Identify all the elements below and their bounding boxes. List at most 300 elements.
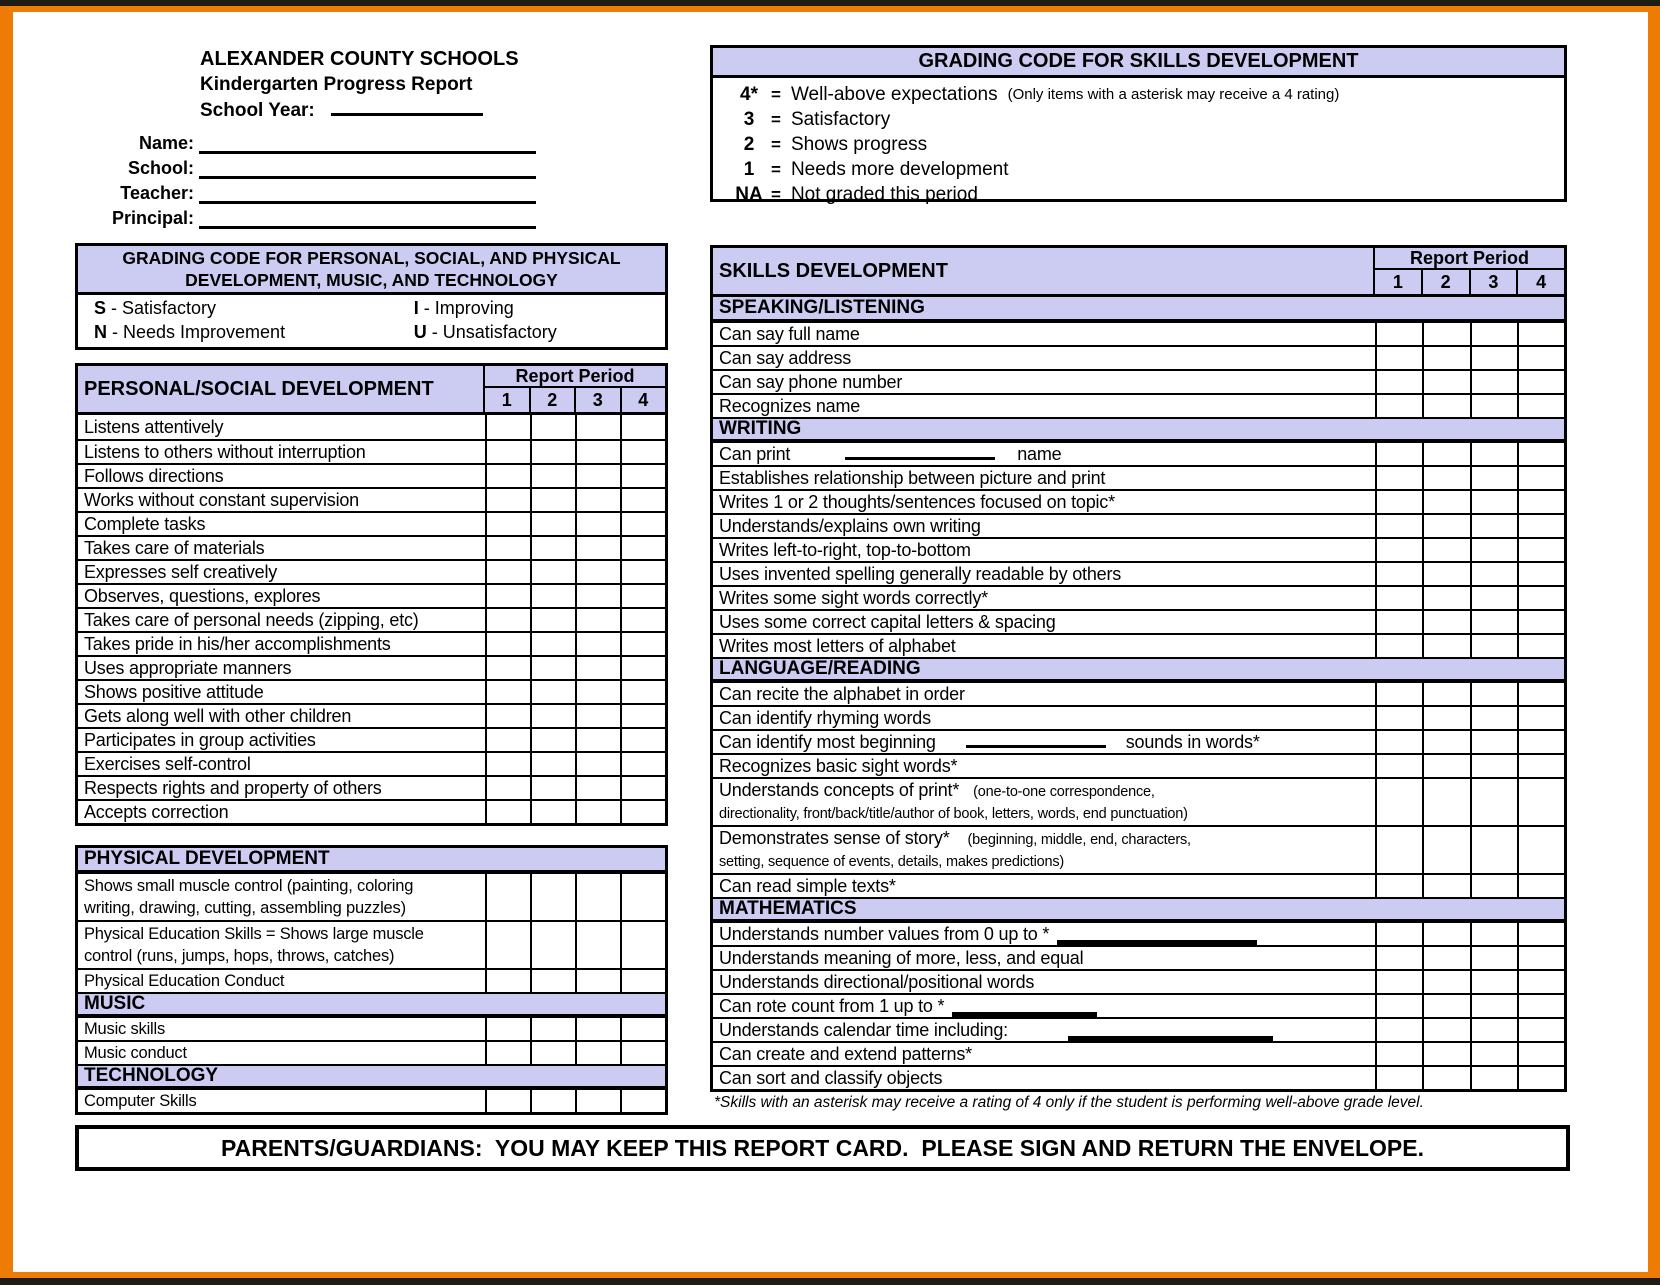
grade-cell-period-3[interactable]: [575, 489, 620, 511]
label-text: Can identify rhyming words: [719, 708, 931, 728]
grade-cell-period-1[interactable]: [1375, 467, 1422, 489]
grade-cell-period-2[interactable]: [530, 874, 575, 920]
grade-cell-period-3[interactable]: [1470, 1019, 1517, 1041]
skill-label: [78, 561, 485, 583]
grade-cell-period-1[interactable]: [485, 465, 530, 487]
grade-cell-period-4[interactable]: [620, 609, 665, 631]
grade-cell-period-3[interactable]: [1470, 971, 1517, 993]
grade-cell-period-3[interactable]: [1470, 611, 1517, 633]
grade-cell-period-1[interactable]: [1375, 371, 1422, 393]
grade-cell-period-4[interactable]: [1517, 683, 1564, 705]
grade-cell-period-3[interactable]: [1470, 947, 1517, 969]
skill-label-line: [84, 923, 485, 945]
grade-cell-period-1[interactable]: [485, 489, 530, 511]
grade-cell-period-1[interactable]: [485, 609, 530, 631]
grade-cell-period-2[interactable]: [1422, 347, 1469, 369]
label-text: Understands concepts of print*: [719, 780, 960, 800]
grade-cell-period-1[interactable]: [485, 705, 530, 727]
grade-cell-period-3[interactable]: [1470, 515, 1517, 537]
grade-cell-period-2[interactable]: [530, 1018, 575, 1040]
grade-cell-period-3[interactable]: [1470, 731, 1517, 753]
school-year-row: [200, 98, 519, 124]
grade-cell-period-2[interactable]: [1422, 779, 1469, 825]
personal-social-header: [78, 366, 665, 415]
grading-note: (Only items with a asterisk may receive a 4 rating): [1007, 86, 1340, 103]
grade-cell-period-3[interactable]: [1470, 827, 1517, 873]
grade-cell-period-1[interactable]: [1375, 779, 1422, 825]
grade-cell-period-1[interactable]: [1375, 1019, 1422, 1041]
grade-cell-period-1[interactable]: [485, 561, 530, 583]
grade-cell-period-3[interactable]: [1470, 1067, 1517, 1089]
grade-cell-period-4[interactable]: [1517, 827, 1564, 873]
label-text: Takes care of materials: [84, 538, 265, 558]
grade-cell-period-3[interactable]: [1470, 443, 1517, 465]
grade-cell-period-4[interactable]: [620, 415, 665, 439]
skill-label: [713, 683, 1375, 705]
skill-label-line: [719, 323, 1375, 345]
grade-cell-period-3[interactable]: [1470, 539, 1517, 561]
label-note: (one-to-one correspondence,: [973, 784, 1155, 800]
grade-cells: [485, 441, 665, 463]
grade-cell-period-4[interactable]: [1517, 395, 1564, 417]
grade-cell-period-3[interactable]: [1470, 779, 1517, 825]
grade-cell-period-2[interactable]: [1422, 755, 1469, 777]
grade-cell-period-1[interactable]: [485, 922, 530, 968]
grade-cell-period-1[interactable]: [1375, 395, 1422, 417]
grade-cell-period-3[interactable]: [575, 874, 620, 920]
grading-code: 4*: [740, 83, 758, 105]
label-text: Understands number values from 0 up to *: [719, 923, 1050, 944]
skill-row: [713, 561, 1564, 585]
grade-cell-period-2[interactable]: [530, 537, 575, 559]
grade-cell-period-2[interactable]: [1422, 395, 1469, 417]
skill-label-line: [84, 875, 485, 897]
grade-cell-period-2[interactable]: [1422, 947, 1469, 969]
grade-cell-period-4[interactable]: [620, 1090, 665, 1112]
label-text: Gets along well with other children: [84, 706, 352, 726]
grade-cell-period-2[interactable]: [1422, 611, 1469, 633]
grade-cell-period-3[interactable]: [1470, 587, 1517, 609]
grade-cell-period-4[interactable]: [1517, 467, 1564, 489]
skill-label-line: [719, 635, 1375, 657]
grade-cell-period-4[interactable]: [1517, 707, 1564, 729]
grade-cell-period-1[interactable]: [1375, 635, 1422, 657]
grade-cell-period-4[interactable]: [620, 729, 665, 751]
grade-cell-period-4[interactable]: [620, 561, 665, 583]
grade-cell-period-2[interactable]: [1422, 1019, 1469, 1041]
grade-cell-period-2[interactable]: [1422, 539, 1469, 561]
grade-cell-period-1[interactable]: [485, 1090, 530, 1112]
grade-cell-period-4[interactable]: [620, 874, 665, 920]
grade-cell-period-4[interactable]: [620, 753, 665, 775]
skill-label-line: [719, 443, 1375, 465]
grade-cell-period-1[interactable]: [1375, 923, 1422, 945]
grade-cell-period-1[interactable]: [1375, 947, 1422, 969]
grade-cell-period-1[interactable]: [1375, 875, 1422, 897]
grade-cell-period-3[interactable]: [575, 1018, 620, 1040]
grade-cell-period-2[interactable]: [1422, 995, 1469, 1017]
grading-meaning: - Satisfactory: [106, 298, 217, 318]
grade-cell-period-2[interactable]: [1422, 563, 1469, 585]
grade-cell-period-4[interactable]: [620, 465, 665, 487]
grade-cell-period-4[interactable]: [620, 777, 665, 799]
grade-cell-period-3[interactable]: [1470, 635, 1517, 657]
skill-label-line: [84, 441, 485, 463]
grade-cell-period-1[interactable]: [485, 801, 530, 823]
student-fields: [72, 129, 536, 229]
grade-cells: [1375, 995, 1564, 1017]
grading-entry: [414, 296, 665, 320]
grade-cell-period-1[interactable]: [1375, 827, 1422, 873]
grade-cell-period-1[interactable]: [485, 970, 530, 992]
grade-cell-period-3[interactable]: [1470, 995, 1517, 1017]
grade-cell-period-2[interactable]: [1422, 1067, 1469, 1089]
grade-cell-period-4[interactable]: [620, 922, 665, 968]
label-text: Understands directional/positional words: [719, 972, 1035, 992]
grade-cell-period-4[interactable]: [1517, 875, 1564, 897]
grade-cell-period-4[interactable]: [1517, 971, 1564, 993]
grade-cell-period-4[interactable]: [620, 633, 665, 655]
label-text: Understands calendar time including:: [719, 1019, 1008, 1040]
grade-cell-period-3[interactable]: [1470, 395, 1517, 417]
school-year-blank[interactable]: [331, 98, 483, 116]
grade-cell-period-4[interactable]: [1517, 611, 1564, 633]
grade-cell-period-4[interactable]: [1517, 515, 1564, 537]
grade-cell-period-4[interactable]: [1517, 491, 1564, 513]
grade-cell-period-4[interactable]: [1517, 539, 1564, 561]
grade-cell-period-4[interactable]: [620, 801, 665, 823]
grade-cell-period-4[interactable]: [620, 537, 665, 559]
grade-cell-period-2[interactable]: [530, 922, 575, 968]
skill-row: [713, 537, 1564, 561]
grade-cell-period-3[interactable]: [1470, 1043, 1517, 1065]
grade-cell-period-2[interactable]: [1422, 587, 1469, 609]
skill-row: [78, 463, 665, 487]
equals-sign: =: [771, 159, 781, 179]
grade-cell-period-1[interactable]: [1375, 323, 1422, 345]
skill-label-line: [84, 729, 485, 751]
skill-row: [713, 1065, 1564, 1089]
grade-cell-period-4[interactable]: [1517, 947, 1564, 969]
grade-cell-period-1[interactable]: [1375, 755, 1422, 777]
grade-cell-period-1[interactable]: [1375, 563, 1422, 585]
grade-cell-period-1[interactable]: [1375, 539, 1422, 561]
grade-cell-period-4[interactable]: [1517, 635, 1564, 657]
grade-cell-period-1[interactable]: [1375, 587, 1422, 609]
grade-cell-period-3[interactable]: [575, 777, 620, 799]
grade-cell-period-2[interactable]: [530, 753, 575, 775]
grade-cell-period-1[interactable]: [485, 874, 530, 920]
skill-label-line: [84, 465, 485, 487]
grade-cell-period-4[interactable]: [1517, 563, 1564, 585]
fill-in-blank[interactable]: [1057, 923, 1257, 945]
grade-cell-period-4[interactable]: [620, 970, 665, 992]
grade-cell-period-4[interactable]: [620, 585, 665, 607]
skill-label-line: [84, 633, 485, 655]
grade-cell-period-3[interactable]: [575, 441, 620, 463]
grade-cell-period-2[interactable]: [530, 465, 575, 487]
skill-row: [713, 1017, 1564, 1041]
grade-cell-period-1[interactable]: [485, 729, 530, 751]
grade-cell-period-3[interactable]: [1470, 875, 1517, 897]
skill-label-line: [84, 513, 485, 535]
grade-cell-period-1[interactable]: [1375, 1067, 1422, 1089]
skill-label-line: [84, 1018, 485, 1040]
grade-cell-period-1[interactable]: [1375, 515, 1422, 537]
grade-cell-period-3[interactable]: [575, 415, 620, 439]
grade-cell-period-1[interactable]: [1375, 491, 1422, 513]
skill-row: [713, 777, 1564, 825]
grade-cell-period-2[interactable]: [1422, 491, 1469, 513]
grade-cell-period-1[interactable]: [485, 441, 530, 463]
grade-cell-period-3[interactable]: [1470, 707, 1517, 729]
grading-code: I: [413, 298, 419, 318]
grade-cell-period-3[interactable]: [575, 537, 620, 559]
skill-row: [78, 968, 665, 992]
grade-cell-period-2[interactable]: [1422, 971, 1469, 993]
grade-cells: [485, 970, 665, 992]
skill-label-line: [719, 707, 1375, 729]
grade-cell-period-1[interactable]: [485, 513, 530, 535]
grade-cell-period-3[interactable]: [1470, 683, 1517, 705]
skill-label: [78, 1090, 485, 1112]
grade-cell-period-1[interactable]: [485, 537, 530, 559]
grade-cell-period-2[interactable]: [1422, 731, 1469, 753]
grade-cell-period-4[interactable]: [1517, 323, 1564, 345]
grade-cell-period-2[interactable]: [530, 729, 575, 751]
report-period-columns: [1375, 270, 1564, 294]
grade-cell-period-4[interactable]: [1517, 923, 1564, 945]
grade-cell-period-1[interactable]: [1375, 443, 1422, 465]
grade-cell-period-3[interactable]: [1470, 467, 1517, 489]
grade-cell-period-2[interactable]: [530, 1042, 575, 1064]
grade-cell-period-4[interactable]: [620, 1042, 665, 1064]
grade-cell-period-3[interactable]: [1470, 347, 1517, 369]
skill-label: [713, 995, 1375, 1017]
grade-cell-period-1[interactable]: [485, 657, 530, 679]
skill-row: [78, 415, 665, 439]
label-text: Uses some correct capital letters & spacing: [719, 612, 1056, 632]
grade-cell-period-2[interactable]: [1422, 707, 1469, 729]
grade-cell-period-2[interactable]: [530, 489, 575, 511]
grade-cells: [1375, 611, 1564, 633]
grade-cell-period-4[interactable]: [620, 705, 665, 727]
grade-cell-period-1[interactable]: [485, 633, 530, 655]
skill-label: [78, 801, 485, 823]
grade-cell-period-3[interactable]: [575, 753, 620, 775]
grade-cell-period-1[interactable]: [485, 753, 530, 775]
skill-label: [713, 347, 1375, 369]
skill-label-line: [719, 923, 1375, 945]
grade-cell-period-3[interactable]: [575, 681, 620, 703]
grade-cells: [485, 729, 665, 751]
grade-cell-period-4[interactable]: [620, 489, 665, 511]
skill-label: [78, 633, 485, 655]
grade-cell-period-3[interactable]: [1470, 371, 1517, 393]
grade-cell-period-4[interactable]: [1517, 1067, 1564, 1089]
grade-cell-period-3[interactable]: [575, 585, 620, 607]
grade-cell-period-4[interactable]: [1517, 755, 1564, 777]
grade-cell-period-3[interactable]: [1470, 563, 1517, 585]
field-blank-line[interactable]: [199, 129, 536, 154]
label-text: sounds in words*: [1125, 732, 1260, 752]
grade-cell-period-1[interactable]: [1375, 995, 1422, 1017]
grade-cell-period-2[interactable]: [530, 561, 575, 583]
grade-cell-period-3[interactable]: [575, 1090, 620, 1112]
grade-cell-period-2[interactable]: [1422, 827, 1469, 873]
grade-cell-period-3[interactable]: [575, 970, 620, 992]
grade-cells: [1375, 779, 1564, 825]
skill-row: [713, 465, 1564, 489]
grade-cell-period-3[interactable]: [575, 633, 620, 655]
fill-in-blank[interactable]: [1068, 1019, 1273, 1041]
grade-cells: [1375, 875, 1564, 897]
grade-cell-period-3[interactable]: [575, 705, 620, 727]
grade-cell-period-2[interactable]: [1422, 683, 1469, 705]
fill-in-blank[interactable]: [845, 444, 995, 460]
grade-cell-period-2[interactable]: [1422, 443, 1469, 465]
grade-cell-period-3[interactable]: [575, 922, 620, 968]
grade-cell-period-2[interactable]: [1422, 635, 1469, 657]
grade-cell-period-1[interactable]: [485, 1042, 530, 1064]
grade-cell-period-3[interactable]: [575, 729, 620, 751]
label-text: Expresses self creatively: [84, 562, 278, 582]
grade-cell-period-4[interactable]: [1517, 347, 1564, 369]
grade-cell-period-1[interactable]: [1375, 971, 1422, 993]
grade-cell-period-2[interactable]: [1422, 371, 1469, 393]
grade-cell-period-3[interactable]: [575, 609, 620, 631]
skill-label-line: [84, 609, 485, 631]
grade-cell-period-4[interactable]: [1517, 371, 1564, 393]
field-blank-line[interactable]: [199, 204, 536, 229]
skill-row: [713, 993, 1564, 1017]
grade-cell-period-2[interactable]: [1422, 1043, 1469, 1065]
grade-cells: [1375, 395, 1564, 417]
grade-cell-period-2[interactable]: [1422, 875, 1469, 897]
skill-label: [713, 779, 1375, 825]
label-text: Can recite the alphabet in order: [719, 684, 965, 704]
label-text: Establishes relationship between picture and print: [719, 468, 1106, 488]
grade-cell-period-3[interactable]: [1470, 923, 1517, 945]
section-header: MATHEMATICS: [713, 897, 1564, 921]
grade-cell-period-3[interactable]: [575, 801, 620, 823]
skill-label-line: [719, 1067, 1375, 1089]
field-label: Name:: [138, 133, 194, 153]
grade-cell-period-2[interactable]: [530, 609, 575, 631]
grade-cell-period-1[interactable]: [1375, 611, 1422, 633]
grade-cell-period-2[interactable]: [1422, 467, 1469, 489]
grade-cell-period-4[interactable]: [620, 657, 665, 679]
skill-row: [713, 489, 1564, 513]
skill-row: [78, 703, 665, 727]
skill-label-line: [719, 515, 1375, 537]
fill-in-blank[interactable]: [952, 995, 1097, 1017]
grade-cell-period-1[interactable]: [485, 585, 530, 607]
grade-cell-period-2[interactable]: [1422, 323, 1469, 345]
skill-label-line: [719, 587, 1375, 609]
skill-label-line: [719, 395, 1375, 417]
grade-cell-period-4[interactable]: [620, 681, 665, 703]
grade-cell-period-2[interactable]: [530, 705, 575, 727]
skill-label-line: [84, 585, 485, 607]
grade-cell-period-2[interactable]: [530, 777, 575, 799]
report-title: Kindergarten Progress Report: [200, 74, 473, 95]
personal-grading-title-line2: DEVELOPMENT, MUSIC, AND TECHNOLOGY: [185, 270, 558, 290]
grade-cell-period-2[interactable]: [1422, 923, 1469, 945]
skills-development-table: [710, 245, 1567, 1092]
grade-cell-period-2[interactable]: [530, 415, 575, 439]
field-label: Teacher:: [120, 183, 194, 203]
grade-cell-period-4[interactable]: [1517, 779, 1564, 825]
grade-cell-period-3[interactable]: [1470, 491, 1517, 513]
field-blank-line[interactable]: [199, 179, 536, 204]
grade-cell-period-1[interactable]: [485, 415, 530, 439]
grade-cell-period-2[interactable]: [530, 585, 575, 607]
field-blank-line[interactable]: [199, 154, 536, 179]
report-period-col-4: 4: [620, 388, 666, 412]
grade-cell-period-3[interactable]: [1470, 323, 1517, 345]
report-period-col-2: 2: [529, 388, 575, 412]
skill-label-line: [84, 489, 485, 511]
grade-cell-period-3[interactable]: [1470, 755, 1517, 777]
grade-cell-period-4[interactable]: [1517, 731, 1564, 753]
grade-cell-period-3[interactable]: [575, 465, 620, 487]
grade-cell-period-1[interactable]: [485, 681, 530, 703]
grade-cell-period-1[interactable]: [1375, 707, 1422, 729]
grade-cell-period-2[interactable]: [530, 633, 575, 655]
grade-cell-period-1[interactable]: [1375, 731, 1422, 753]
skill-label: [713, 827, 1375, 873]
label-text: Can say full name: [719, 324, 860, 344]
grade-cell-period-2[interactable]: [530, 801, 575, 823]
grade-cell-period-3[interactable]: [575, 513, 620, 535]
fill-in-blank[interactable]: [966, 732, 1106, 748]
skill-label: [78, 441, 485, 463]
grade-cell-period-4[interactable]: [620, 441, 665, 463]
grade-cell-period-1[interactable]: [1375, 1043, 1422, 1065]
grade-cell-period-1[interactable]: [485, 777, 530, 799]
grade-cell-period-3[interactable]: [575, 657, 620, 679]
grade-cell-period-4[interactable]: [620, 1018, 665, 1040]
grade-cell-period-2[interactable]: [1422, 515, 1469, 537]
grade-cell-period-1[interactable]: [485, 1018, 530, 1040]
skill-row: [713, 873, 1564, 897]
grade-cell-period-1[interactable]: [1375, 347, 1422, 369]
grade-cell-period-4[interactable]: [1517, 995, 1564, 1017]
skill-label-line: [719, 563, 1375, 585]
grade-cell-period-2[interactable]: [530, 441, 575, 463]
grade-cell-period-2[interactable]: [530, 681, 575, 703]
grade-cells: [485, 561, 665, 583]
label-text: Recognizes name: [719, 396, 861, 416]
grade-cell-period-2[interactable]: [530, 1090, 575, 1112]
grade-cell-period-3[interactable]: [575, 1042, 620, 1064]
grade-cell-period-1[interactable]: [1375, 683, 1422, 705]
skill-row: [78, 799, 665, 823]
grade-cell-period-4[interactable]: [1517, 587, 1564, 609]
grade-cell-period-4[interactable]: [1517, 443, 1564, 465]
grade-cell-period-4[interactable]: [1517, 1043, 1564, 1065]
grade-cell-period-3[interactable]: [575, 561, 620, 583]
personal-social-table: [75, 363, 668, 826]
skill-label: [713, 587, 1375, 609]
grade-cell-period-2[interactable]: [530, 657, 575, 679]
grade-cell-period-4[interactable]: [1517, 1019, 1564, 1041]
grade-cell-period-4[interactable]: [620, 513, 665, 535]
grade-cell-period-2[interactable]: [530, 970, 575, 992]
grade-cell-period-2[interactable]: [530, 513, 575, 535]
grade-cells: [485, 1042, 665, 1064]
